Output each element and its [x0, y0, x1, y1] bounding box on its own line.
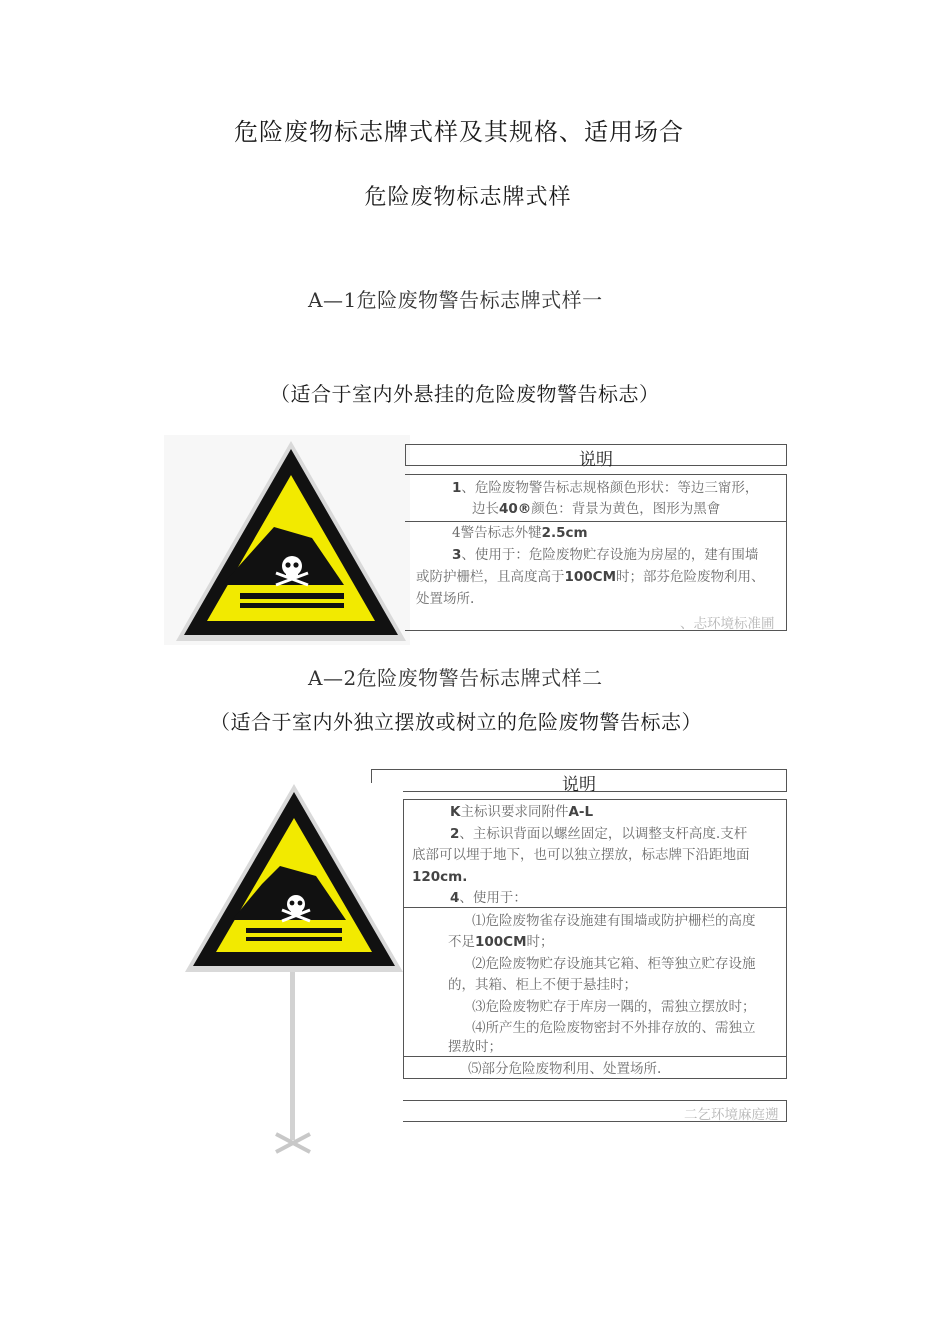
table2-watermark: 二乞环境麻庭遡 — [684, 1107, 779, 1123]
table1-line-3: 4警告标志外犍2.5cm — [452, 525, 588, 541]
table2-line-4: 120cm. — [412, 869, 468, 885]
table1-line-1: 1、危险废物警告标志规格颜色形状：等边三甯形， — [452, 480, 759, 496]
table2-line-2: 2、主标识背面以螺丝固定，以调整支杆高度.支杆 — [450, 826, 748, 842]
divider — [405, 474, 787, 475]
sample2-heading: A—2危险废物警告标志牌式样二 — [308, 666, 603, 690]
table2-line-11: ⑷所产生的危险废物密封不外排存放的、需独立 — [472, 1020, 756, 1036]
hazard-warning-sign-icon — [164, 435, 410, 645]
standing-hazard-sign-icon — [184, 782, 406, 1162]
table2-line-9: 的，其箱、柜上不便于悬挂时； — [448, 977, 637, 993]
divider — [403, 799, 787, 800]
table1-line-2: 边长40®颜色：背景为黄色，图形为黑會 — [472, 501, 721, 517]
divider — [403, 799, 404, 1079]
divider — [403, 791, 787, 792]
table2-line-5: 4、使用于： — [450, 890, 527, 906]
table1-line-5: 或防护栅栏，且高度高于100CM时；部芬危险废物利用、 — [416, 569, 765, 585]
table1-line-6: 处置场所. — [416, 591, 475, 607]
table1-watermark: 、忐环境标准圃 — [680, 616, 775, 632]
sample1-description-table — [405, 444, 787, 470]
table2-line-1: K主标识要求同附件A-L — [450, 804, 594, 820]
divider — [403, 1100, 787, 1101]
table2-line-6: ⑴危险废物雀存设施建有围墙或防护栅栏的高度 — [472, 913, 756, 929]
divider — [786, 1100, 787, 1121]
table2-line-10: ⑶危险废物贮存于库房一隅的，需独立摆放时； — [472, 999, 756, 1015]
divider — [786, 799, 787, 1079]
table2-line-13: ⑸部分危险废物利用、处置场所. — [468, 1061, 662, 1077]
table2-line-12: 摆敖时； — [448, 1039, 502, 1055]
table2-title: 说明 — [562, 775, 596, 795]
sample1-note: （适合于室内外悬挂的危险废物警告标志） — [270, 382, 660, 406]
document-subtitle: 危险废物标志牌式样 — [364, 185, 572, 210]
document-title: 危险废物标志牌式样及其规格、适用场合 — [234, 118, 684, 146]
divider — [405, 521, 787, 522]
table-title: 说明 — [579, 450, 613, 470]
sample1-heading: A—1危险废物警告标志牌式样一 — [308, 288, 603, 312]
divider — [786, 474, 787, 631]
table2-line-7: 不足100CM时； — [448, 934, 554, 950]
table2-line-8: ⑵危险废物贮存设施其它箱、柜等独立贮存设施 — [472, 956, 756, 972]
table1-line-4: 3、使用于：危险废物贮存设施为房屋的，建有围墙 — [452, 547, 759, 563]
sample2-note: （适合于室内外独立摆放或树立的危险废物警告标志） — [210, 710, 702, 734]
table2-line-3: 底部可以埋于地下，也可以独立摆放，标志牌下沿距地面 — [412, 847, 750, 863]
